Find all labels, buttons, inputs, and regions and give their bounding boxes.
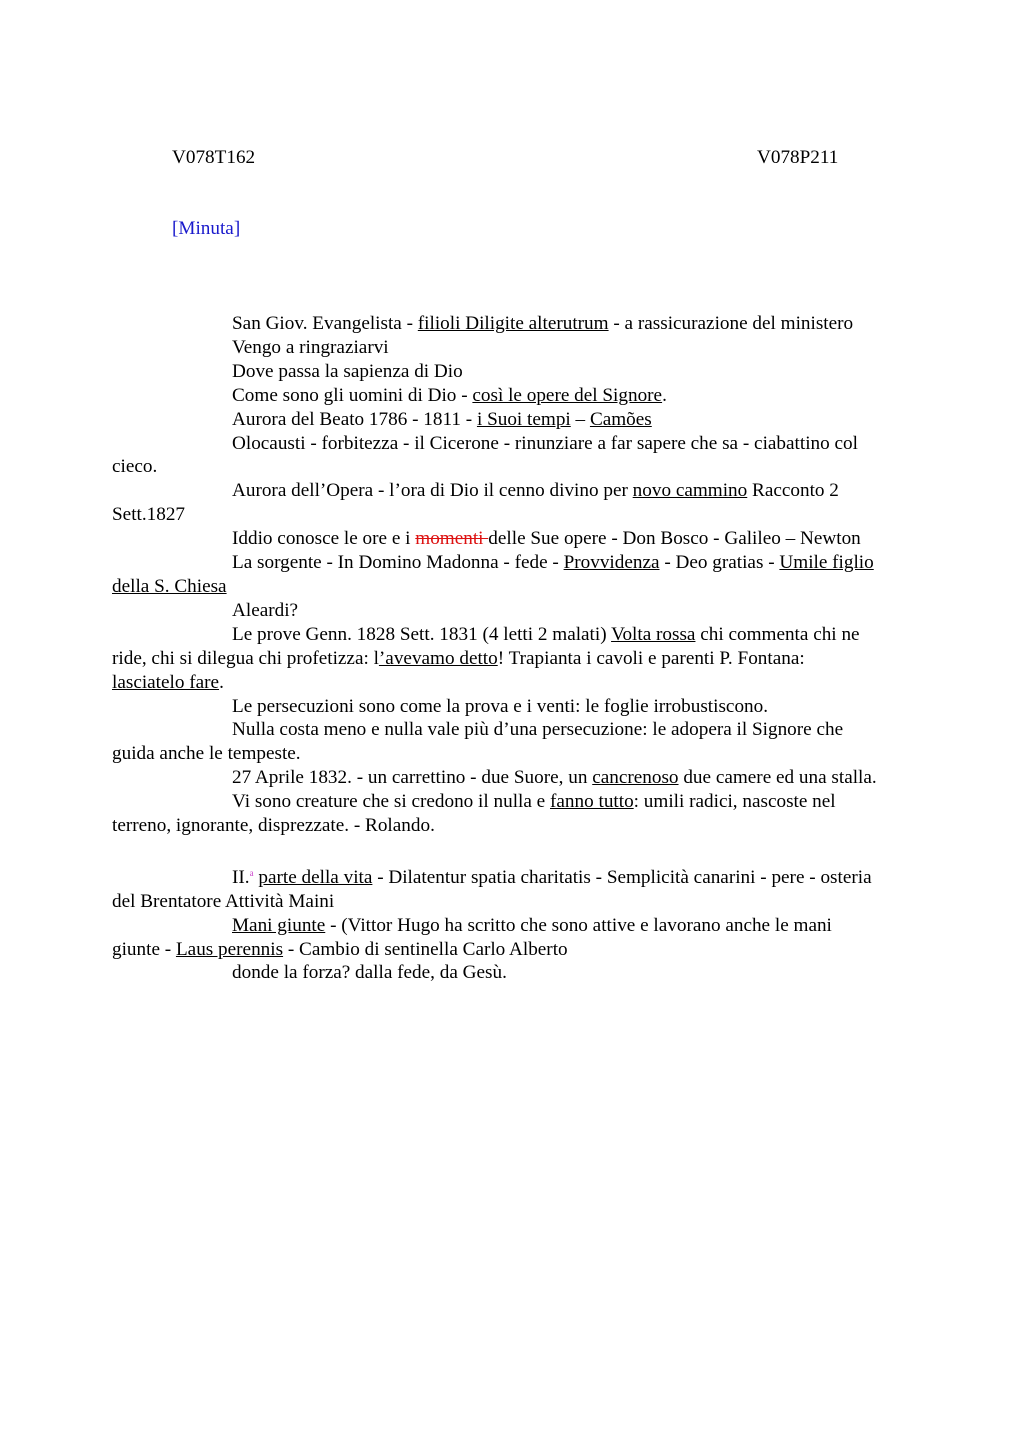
paragraph-2: Vengo a ringraziarvi: [232, 336, 389, 358]
paragraph-7: Aurora dell’Opera - l’ora di Dio il cenno divino per novo cammino Racconto 2 Sett.1827: [112, 480, 839, 526]
paragraph-10: Aleardi?: [232, 599, 299, 621]
paragraph-16: II.$^a$ parte della vita - Dilatentur spatia charitatis - Semplicità canarini - pere - osteria del Brentatore Attività Maini: [112, 866, 872, 912]
paragraph-13: Nulla costa meno e nulla vale più d’una persecuzione: le adopera il Signore che guida anche le tempeste.: [112, 719, 844, 765]
superscript-a: a: [249, 867, 254, 878]
paragraph-6: Olocausti - forbitezza - il Cicerone - rinunziare a far sapere che sa - ciabattino col cieco.: [112, 432, 858, 478]
document-code-left: V078T162: [172, 147, 256, 168]
paragraph-9: La sorgente - In Domino Madonna - fede - Provvidenza - Deo gratias - Umile figlio della S. Chiesa: [112, 552, 874, 597]
paragraph-3: Dove passa la sapienza di Dio: [232, 360, 463, 382]
minuta-label: [Minuta]: [172, 218, 241, 239]
paragraph-4: Come sono gli uomini di Dio - così le opere del Signore.: [232, 384, 667, 406]
deleted-word: momenti: [415, 528, 489, 550]
paragraph-15: Vi sono creature che si credono il nulla e fanno tutto: umili radici, nascoste nel terreno, ignorante, disprezzate. - Rolando.: [112, 791, 836, 837]
paragraph-17: Mani giunte - (Vittor Hugo ha scritto che sono attive e lavorano anche le mani giunte - Laus perennis - Cambio di sentinella Carlo Alberto: [112, 914, 832, 960]
paragraph-8: Iddio conosce le ore e i momenti delle Sue opere - Don Bosco - Galileo – Newton: [232, 528, 861, 550]
document-code-right: V078P211: [757, 147, 839, 168]
paragraph-18: donde la forza? dalla fede, da Gesù.: [232, 962, 507, 984]
paragraph-14: 27 Aprile 1832. - un carrettino - due Suore, un cancrenoso due camere ed una stalla.: [232, 767, 877, 789]
paragraph-5: Aurora del Beato 1786 - 1811 - i Suoi tempi – Camões: [232, 408, 652, 430]
paragraph-11: Le prove Genn. 1828 Sett. 1831 (4 letti 2 malati) Volta rossa chi commenta chi ne ride, chi si dilegua chi profetizza: l’avevamo detto! Trapianta i cavoli e parenti P. Fontana: lasciatelo fare.: [112, 623, 860, 693]
paragraph-1: San Giov. Evangelista - filioli Diligite alterutrum - a rassicurazione del ministero: [232, 313, 854, 334]
document-body: [112, 312, 937, 985]
paragraph-12: Le persecuzioni sono come la prova e i venti: le foglie irrobustiscono.: [232, 695, 769, 717]
